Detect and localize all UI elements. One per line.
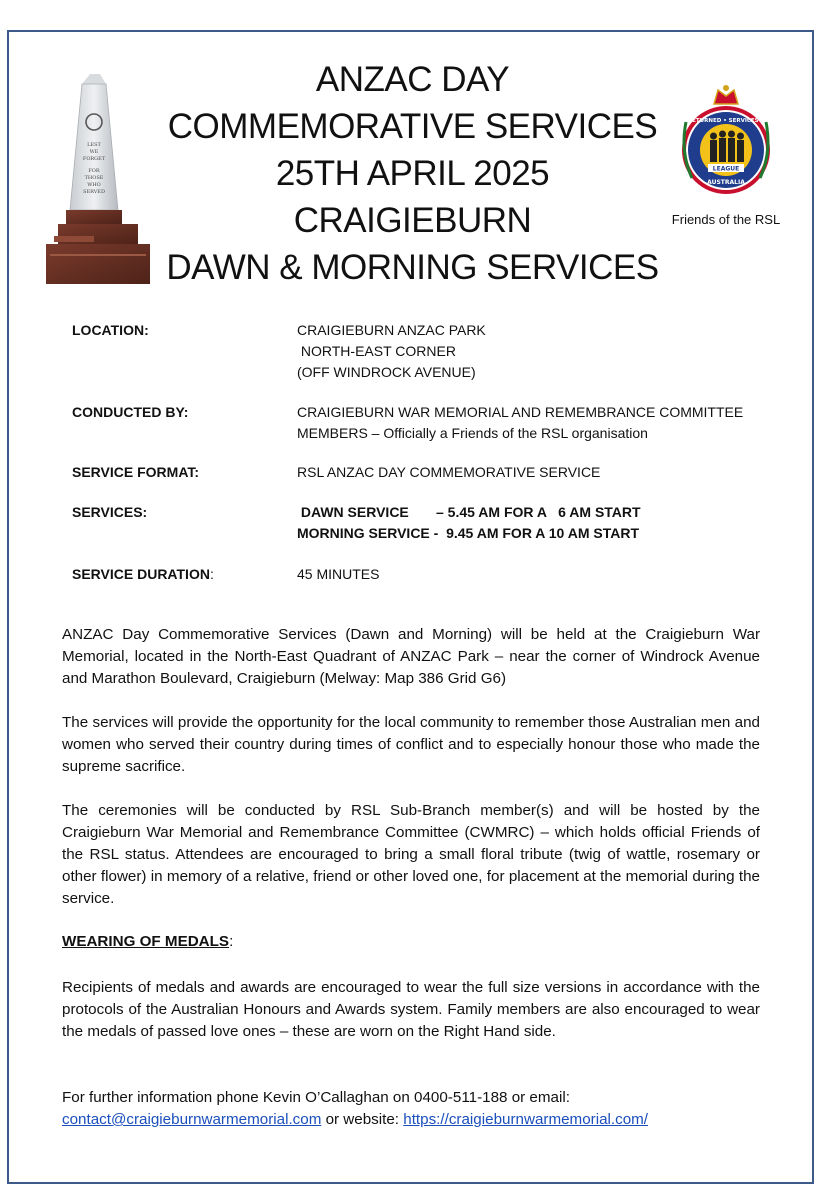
paragraph-4-text: Recipients of medals and awards are encouraged to wear the full size versions in accordance with the protocols of the Australian Honours and Awards system. Family members are also encouraged to wear the medals of passed love ones – these are worn on the Right Hand side. [62,979,760,1040]
conducted-by-line-1: CRAIGIEBURN WAR MEMORIAL AND REMEMBRANCE COMMITTEE [297,404,744,420]
service-duration-label [72,564,214,585]
paragraph-3-text: The ceremonies will be conducted by RSL Sub-Branch member(s) and will be hosted by the Craigieburn War Memorial and Remembrance Committee (CWMRC) – which holds official Friends of the RSL status. Attendees are encouraged to bring a small floral tribute (twig of wattle, rosemary or other flower) in memory of a relative, friend or other loved one, for placement at the memorial during the service. [62,802,760,907]
website-prefix: or website: [321,1111,404,1128]
medals-heading-colon: : [229,933,234,950]
inscription-those: THOSE [84,175,104,181]
service-duration-label-text: SERVICE DURATION [72,566,210,582]
location-label: LOCATION: [72,322,149,338]
title-line-4: CRAIGIEBURN [293,201,532,240]
inscription-served: SERVED [83,189,105,195]
contact-line: For further information phone Kevin O’Callaghan on 0400-511-188 or email: [62,1089,570,1106]
service-format-label: SERVICE FORMAT: [72,464,200,480]
medals-heading-text: WEARING OF MEDALS [62,933,230,950]
service-duration-value: 45 MINUTES [297,566,380,582]
services-value [297,502,777,544]
page-title [165,56,660,291]
logo-league-text: LEAGUE [712,165,740,173]
inscription-lest: LEST [87,142,101,148]
service-duration-colon: : [209,566,214,582]
location-line-2: NORTH-EAST CORNER [297,343,456,359]
service-format-value: RSL ANZAC DAY COMMEMORATIVE SERVICE [297,464,601,480]
services-label: SERVICES: [72,504,148,520]
paragraph-location-info [62,624,760,690]
inscription-who: WHO [87,182,101,188]
inscription-forget: FORGET [82,156,106,162]
location-line-1: CRAIGIEBURN ANZAC PARK [297,322,486,338]
paragraph-medals [62,977,760,1043]
dawn-service-time: DAWN SERVICE – 5.45 AM FOR A 6 AM START [297,504,641,520]
location-line-3: (OFF WINDROCK AVENUE) [297,364,476,380]
contact-links [62,1109,760,1131]
inscription-for: FOR [88,168,100,174]
title-line-1: ANZAC DAY [315,60,510,99]
conducted-by-value [297,402,777,444]
rsl-logo [678,82,774,206]
morning-service-time: MORNING SERVICE - 9.45 AM FOR A 10 AM START [297,525,640,541]
inscription-we: WE [89,149,99,155]
paragraph-purpose [62,712,760,778]
logo-ring-top-text: RETURNED • SERVICES • [687,118,765,124]
paragraph-1-text: ANZAC Day Commemorative Services (Dawn and Morning) will be held at the Craigieburn War Memorial, located in the North-East Quadrant of ANZAC Park – near the corner of Windrock Avenue and Marathon Boulevard, Craigieburn (Melway: Map 386 Grid G6) [62,626,760,687]
title-line-3: 25TH APRIL 2025 [275,154,550,193]
logo-ring-bottom-text: AUSTRALIA [707,179,745,186]
conducted-by-line-2: MEMBERS – Officially a Friends of the RSL organisation [297,425,648,441]
paragraph-ceremony [62,800,760,910]
conducted-by-label: CONDUCTED BY: [72,404,189,420]
contact-info [62,1087,760,1131]
medals-heading [62,933,233,950]
war-memorial-image [44,74,160,286]
email-link[interactable]: contact@craigieburnwarmemorial.com [62,1111,322,1128]
title-line-2: COMMEMORATIVE SERVICES [167,107,658,146]
paragraph-2-text: The services will provide the opportunity for the local community to remember those Australian men and women who served their country during times of conflict and to especially honour those who made the supreme sacrifice. [62,714,760,775]
location-value [297,320,777,383]
website-link[interactable]: https://craigieburnwarmemorial.com/ [403,1111,649,1128]
title-line-5: DAWN & MORNING SERVICES [166,248,659,287]
logo-caption: Friends of the RSL [671,212,781,227]
